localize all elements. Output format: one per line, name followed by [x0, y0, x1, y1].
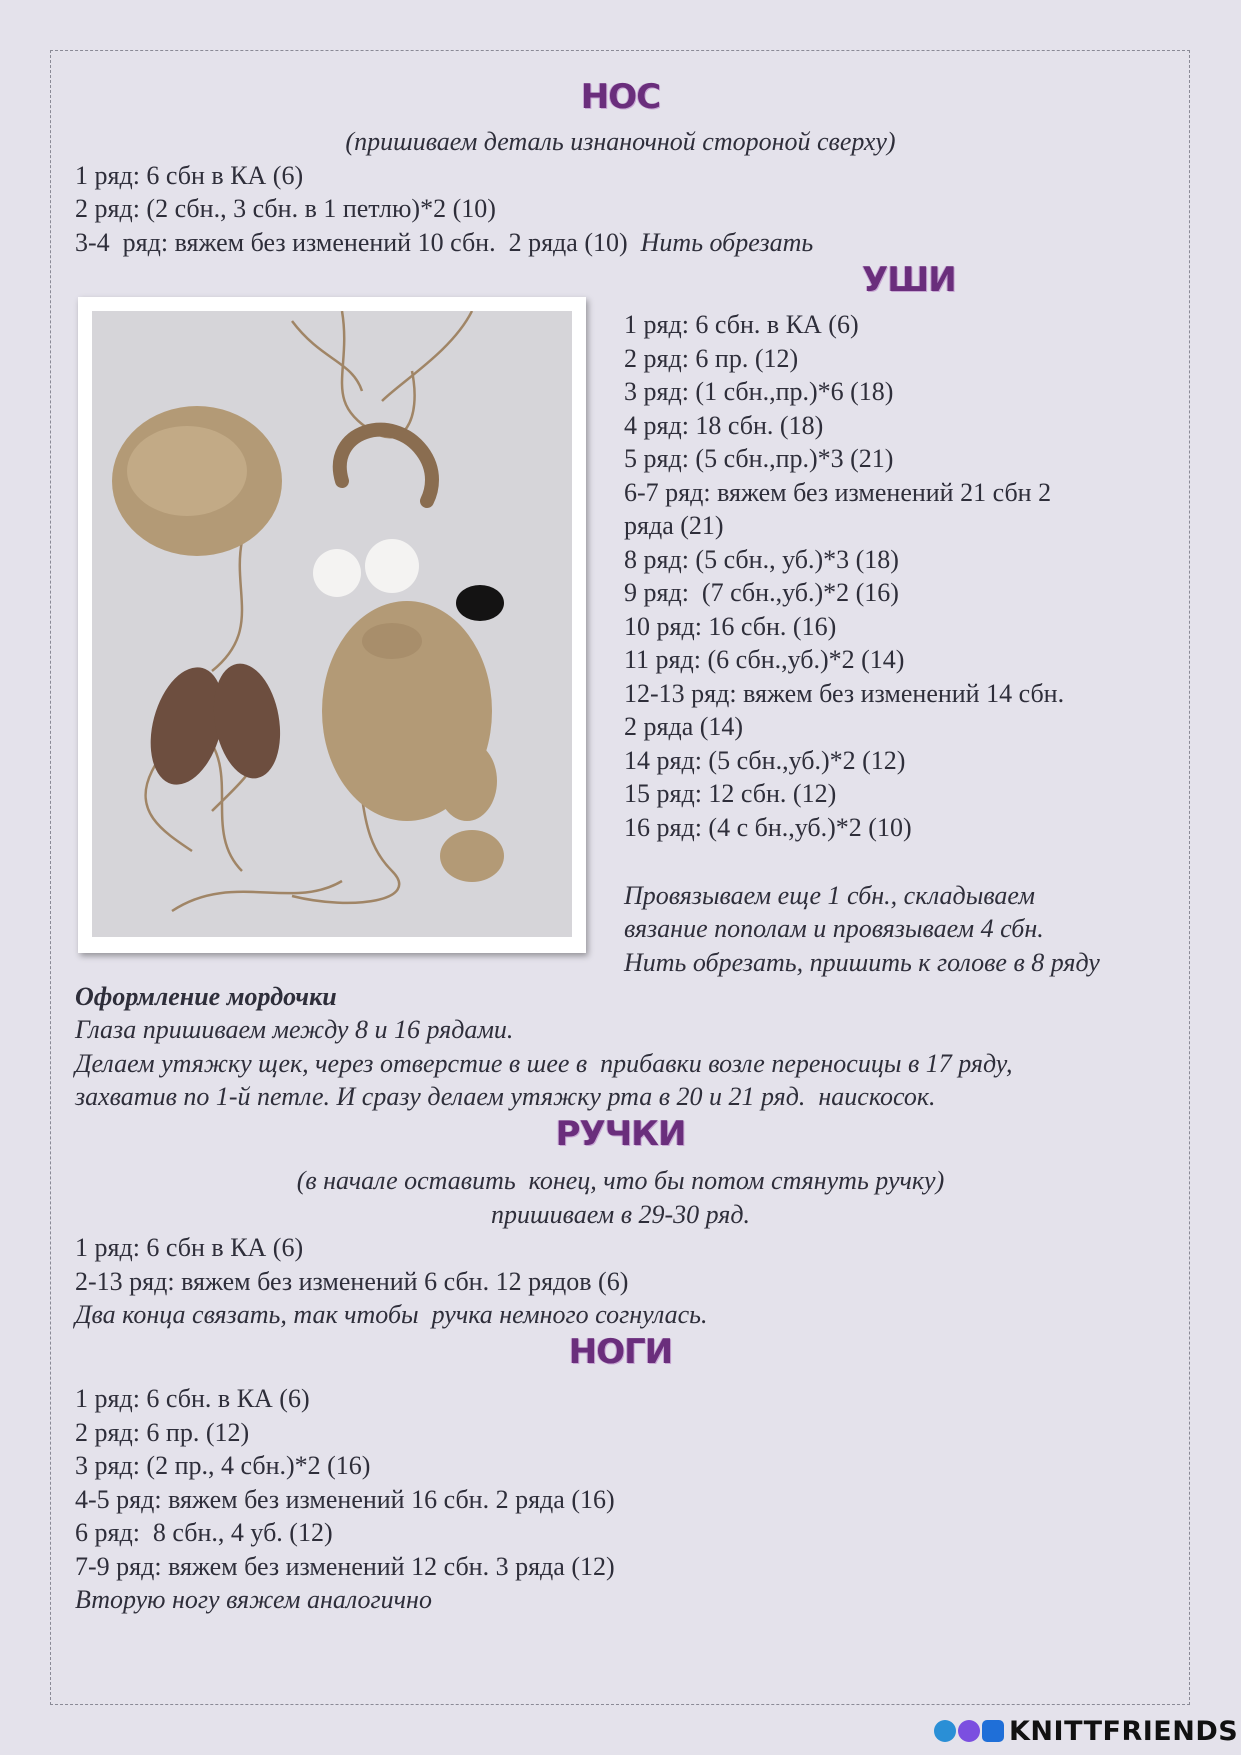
toy-parts-illustration	[92, 311, 572, 937]
arms-end-note: Два конца связать, так чтобы ручка немного согнулась.	[75, 1300, 708, 1329]
arms-note: (в начале оставить конец, что бы потом стянуть ручку)	[296, 1166, 945, 1195]
arms-note: пришиваем в 29-30 ряд.	[490, 1200, 751, 1229]
ears-finish-line: вязание пополам и провязываем 4 сбн.	[624, 914, 1044, 943]
ears-row: 1 ряд: 6 сбн. в КА (6)	[624, 310, 859, 339]
arms-row: 2-13 ряд: вяжем без изменений 6 сбн. 12 рядов (6)	[75, 1267, 629, 1296]
ears-row: 14 ряд: (5 сбн.,уб.)*2 (12)	[624, 746, 906, 775]
legs-row: 3 ряд: (2 пр., 4 сбн.)*2 (16)	[75, 1451, 371, 1480]
toy-parts-photo	[92, 311, 572, 937]
ears-row: 6-7 ряд: вяжем без изменений 21 сбн 2	[624, 478, 1052, 507]
arms-row: 1 ряд: 6 сбн в КА (6)	[75, 1233, 304, 1262]
legs-row: 2 ряд: 6 пр. (12)	[75, 1418, 250, 1447]
ears-row: 2 ряда (14)	[624, 712, 744, 741]
nose-title: НОС	[580, 77, 661, 117]
nose-row: 1 ряд: 6 сбн в КА (6)	[75, 161, 304, 190]
legs-row: 1 ряд: 6 сбн. в КА (6)	[75, 1384, 310, 1413]
nose-row: 2 ряд: (2 сбн., 3 сбн. в 1 петлю)*2 (10)	[75, 194, 496, 223]
legs-row: 6 ряд: 8 сбн., 4 уб. (12)	[75, 1518, 333, 1547]
legs-end-note: Вторую ногу вяжем аналогично	[75, 1585, 432, 1614]
ears-row: 11 ряд: (6 сбн.,уб.)*2 (14)	[624, 645, 905, 674]
nose-note: (пришиваем деталь изнаночной стороной сверху)	[345, 127, 896, 156]
ears-row: ряда (21)	[624, 511, 724, 540]
brand-logo[interactable]	[934, 1714, 1238, 1748]
ears-row: 10 ряд: 16 сбн. (16)	[624, 612, 837, 641]
face-line: Глаза пришиваем между 8 и 16 рядами.	[75, 1015, 514, 1044]
ears-row: 16 ряд: (4 с бн.,уб.)*2 (10)	[624, 813, 912, 842]
ears-finish-line: Нить обрезать, пришить к голове в 8 ряду	[624, 948, 1100, 977]
max-icon[interactable]	[958, 1720, 980, 1742]
ears-row: 12-13 ряд: вяжем без изменений 14 сбн.	[624, 679, 1065, 708]
face-line: захватив по 1-й петле. И сразу делаем утяжку рта в 20 и 21 ряд. наискосок.	[75, 1082, 936, 1111]
face-title: Оформление мордочки	[75, 982, 337, 1011]
ears-row: 4 ряд: 18 сбн. (18)	[624, 411, 824, 440]
brand-name: KNITTFRIENDS	[1009, 1715, 1239, 1747]
legs-row: 7-9 ряд: вяжем без изменений 12 сбн. 3 ряда (12)	[75, 1552, 615, 1581]
nose-row: 3-4 ряд: вяжем без изменений 10 сбн. 2 ряда (10) Нить обрезать	[75, 228, 814, 257]
telegram-icon[interactable]	[934, 1720, 956, 1742]
face-line: Делаем утяжку щек, через отверстие в шее в прибавки возле переносицы в 17 ряду,	[75, 1049, 1013, 1078]
ears-row: 3 ряд: (1 сбн.,пр.)*6 (18)	[624, 377, 894, 406]
legs-row: 4-5 ряд: вяжем без изменений 16 сбн. 2 ряда (16)	[75, 1485, 615, 1514]
ears-row: 8 ряд: (5 сбн., уб.)*3 (18)	[624, 545, 899, 574]
vk-icon[interactable]	[982, 1720, 1004, 1742]
ears-row: 15 ряд: 12 сбн. (12)	[624, 779, 837, 808]
arms-title: РУЧКИ	[555, 1114, 686, 1154]
photo-card	[78, 297, 586, 953]
ears-finish-line: Провязываем еще 1 сбн., складываем	[624, 881, 1035, 910]
ears-row: 2 ряд: 6 пр. (12)	[624, 344, 799, 373]
nose-end-note: Нить обрезать	[640, 228, 814, 257]
ears-row: 9 ряд: (7 сбн.,уб.)*2 (16)	[624, 578, 899, 607]
legs-title: НОГИ	[568, 1332, 673, 1372]
ears-row: 5 ряд: (5 сбн.,пр.)*3 (21)	[624, 444, 894, 473]
ears-title: УШИ	[862, 260, 956, 300]
